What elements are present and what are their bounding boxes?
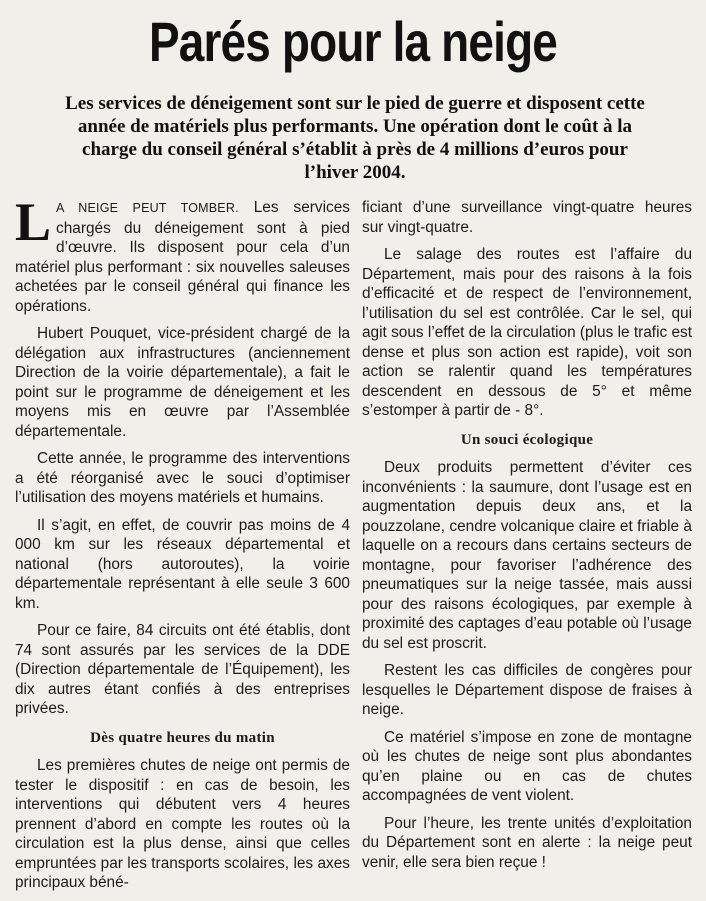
paragraph-3: Cette année, le programme des interventions a été réorganisé avec le souci d’optimiser l’utilisation des moyens matériels et humains. — [15, 450, 350, 506]
paragraph-7: Le salage des routes est l’affaire du Département, mais pour des raisons à la fois d’efficacité et de respect de l’environnement, l’utilisation du sel est contrôlée. Car le sel, qui agit sous l’effet de la circulation (plus le trafic est dense et plus son action est rapide), voit son action se ralentir quand les températures descendent en dessous de 5° et même s’estomper à partir de - 8°. — [362, 246, 692, 419]
column-left — [15, 192, 350, 901]
paragraph-2: Hubert Pouquet, vice-président chargé de la délégation aux infrastructures (anciennement Direction de la voirie départementale), a fait le point sur le programme de déneigement et les moyens mis en œuvre par l’Assemblée départementale. — [15, 325, 350, 440]
column-right — [362, 198, 692, 880]
lead-caps: A NEIGE PEUT TOMBER. — [56, 201, 239, 215]
paragraph-6-start: Les premières chutes de neige ont permis de tester le dispositif : en cas de besoin, les interventions qui débutent vers 4 heures prennent d’abord en compte les routes où la circulation est la plus dense, ainsi que celles empruntées par les transports scolaires, les axes principaux béné- — [15, 757, 350, 891]
paragraph-9: Restent les cas difficiles de congères pour lesquelles le Département dispose de fraises à neige. — [362, 662, 692, 718]
drop-cap: L — [15, 192, 52, 252]
subhead-ecology: Un souci écologique — [460, 431, 594, 448]
paragraph-5: Pour ce faire, 84 circuits ont été établis, dont 74 sont assurés par les services de la DDE (Direction départementale de l’Équipement), les dix autres étant confiés à des entreprises privées. — [15, 622, 350, 717]
paragraph-1-text: Les services chargés du déneigement sont à pied d’œuvre. Ils disposent pour cela d’un matériel plus performant : six nouvelles saleuses achetées par le conseil général qui finance les opérations. — [15, 199, 350, 315]
paragraph-6-end: ficiant d’une surveillance vingt-quatre heures sur vingt-quatre. — [362, 199, 692, 236]
paragraph-1 — [15, 192, 350, 316]
headline: Parés pour la neige — [148, 10, 558, 73]
lede: Les services de déneigement sont sur le pied de guerre et disposent cette année de matériels plus performants. Une opération dont le coût à la charge du conseil général s’établit à près de 4 millions d’euros pour l’hiver 2004. — [65, 93, 645, 183]
paragraph-10: Ce matériel s’impose en zone de montagne où les chutes de neige sont plus abondantes qu’en plaine ou en cas de chutes accompagnées de vent violent. — [362, 728, 692, 804]
paragraph-11: Pour l’heure, les trente unités d’exploitation du Département sont en alerte : la neige peut venir, elle sera bien reçue ! — [362, 814, 692, 871]
paragraph-4: Il s’agit, en effet, de couvrir pas moins de 4 000 km sur les réseaux départemental et national (hors autoroutes), la voirie départementale représentant à elle seule 3 600 km. — [15, 516, 350, 612]
paragraph-8: Deux produits permettent d’éviter ces inconvénients : la saumure, dont l’usage est en augmentation depuis deux ans, et la pouzzolane, cendre volcanique claire et friable à laquelle on a recours dans certains secteurs de montagne, pour favoriser l’adhérence des pneumatiques sur la neige tassée, mais aussi pour des raisons écologiques, par exemple à proximité des captages d’eau potable où l’usage du sel est proscrit. — [362, 459, 692, 652]
subhead-morning: Dès quatre heures du matin — [90, 729, 275, 746]
